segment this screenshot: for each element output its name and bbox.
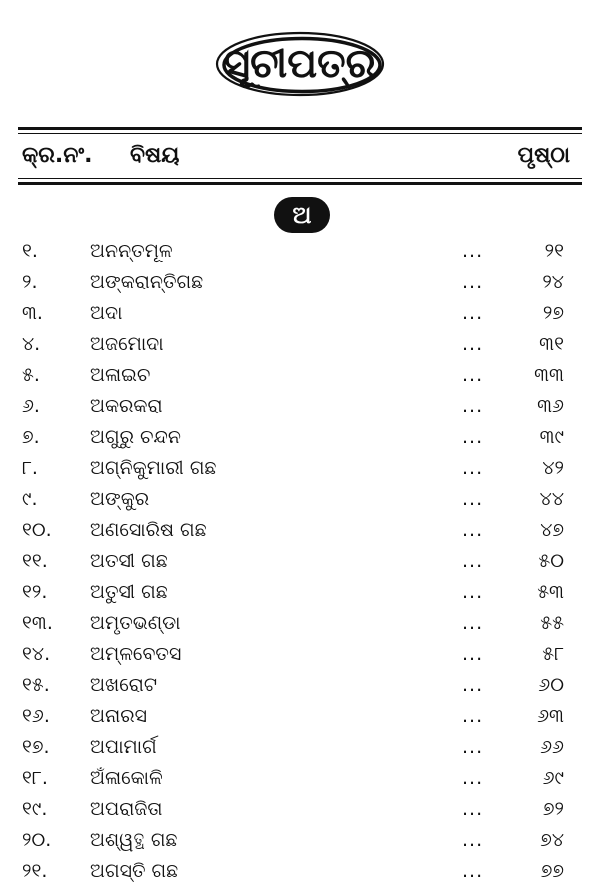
toc-entry [0,608,600,639]
entry-number: ୧୪. [22,643,51,665]
toc-entry [0,329,600,360]
entry-number: ୧୫. [22,674,50,696]
entry-page-number: ୫୫ [540,612,564,634]
entry-subject: ଅନାରସ [90,705,148,727]
toc-header [0,136,600,176]
toc-entry [0,794,600,825]
entry-page-number: ୩୬ [537,395,564,417]
entry-page-number: ୫୮ [542,643,564,665]
entry-leader-dots: ... [462,705,484,727]
entry-subject: ଅଗୁରୁ ଚନ୍ଦନ [90,426,181,448]
entry-number: ୧୦. [22,519,52,541]
entry-subject: ଅମ୍ଳବେତସ [90,643,182,665]
page-title: ସୂଚୀପତ୍ର [224,41,376,87]
toc-entry [0,856,600,887]
entry-subject: ଅପରାଜିତା [90,798,163,820]
entry-number: ୭. [22,426,40,448]
entry-number: ୮. [22,457,38,479]
entry-subject: ଅଁଳାକୋଳି [90,767,163,789]
entry-subject: ଅଜମୋଦା [90,333,164,355]
header-bottom-rule-thick [18,182,582,185]
entry-subject: ଅତୁସୀ ଗଛ [90,581,168,603]
toc-entry [0,732,600,763]
header-serial: କ୍ର.ନଂ. [22,143,93,168]
title-banner [0,28,600,100]
entry-page-number: ୬୩ [537,705,564,727]
entry-leader-dots: ... [462,240,484,262]
header-subject: ବିଷୟ [130,143,180,168]
entry-subject: ଅନନ୍ତମୂଳ [90,240,173,262]
toc-entry [0,670,600,701]
header-page: ପୃଷ୍ଠା [517,143,570,168]
entry-page-number: ୭୭ [540,860,564,882]
header-bottom-rule-thin [18,178,582,179]
entry-leader-dots: ... [462,333,484,355]
entry-page-number: ୨୧ [544,240,564,262]
header-top-rule-thin [18,133,582,134]
toc-entry [0,763,600,794]
entry-number: ୩. [22,302,43,324]
entry-leader-dots: ... [462,829,484,851]
entry-page-number: ୩୩ [534,364,564,386]
entry-page-number: ୩୧ [539,333,564,355]
entry-number: ୧୬. [22,705,50,727]
entry-page-number: ୫୩ [537,581,564,603]
entry-page-number: ୬୯ [542,767,564,789]
entry-page-number: ୩୯ [539,426,564,448]
entry-page-number: ୭୪ [540,829,564,851]
section-letter-badge: ଅ [274,197,330,233]
entry-page-number: ୨୭ [542,302,564,324]
toc-entry [0,298,600,329]
entry-leader-dots: ... [462,860,484,882]
entry-number: ୨୧. [22,860,48,882]
toc-entry [0,639,600,670]
entry-leader-dots: ... [462,612,484,634]
entry-number: ୧୩. [22,612,53,634]
entry-subject: ଅଙ୍କରାନ୍ତିଗଛ [90,271,204,293]
entry-number: ୨. [22,271,38,293]
toc-entry [0,546,600,577]
toc-entry [0,484,600,515]
entry-subject: ଅଦା [90,302,123,324]
entry-leader-dots: ... [462,271,484,293]
entry-page-number: ୫୦ [538,550,564,572]
entry-page-number: ୭୨ [542,798,564,820]
entry-leader-dots: ... [462,395,484,417]
entry-number: ୧୭. [22,736,50,758]
entry-leader-dots: ... [462,736,484,758]
entry-leader-dots: ... [462,643,484,665]
toc-entry [0,391,600,422]
toc-entry [0,422,600,453]
entry-subject: ଅପାମାର୍ଗ [90,736,157,758]
toc-entry [0,453,600,484]
entry-number: ୪. [22,333,41,355]
entry-number: ୧. [22,240,38,262]
toc-entry [0,360,600,391]
entry-subject: ଅକରକରା [90,395,163,417]
entry-leader-dots: ... [462,519,484,541]
entry-number: ୯. [22,488,38,510]
entry-number: ୧୯. [22,798,48,820]
entry-subject: ଅଳାଇଚ [90,364,151,386]
entry-page-number: ୬୦ [538,674,564,696]
toc-entry [0,267,600,298]
entry-number: ୧୨. [22,581,48,603]
entry-number: ୧୧. [22,550,48,572]
entry-page-number: ୪୭ [540,519,564,541]
toc-entry [0,577,600,608]
entry-leader-dots: ... [462,798,484,820]
entry-leader-dots: ... [462,488,484,510]
toc-entry [0,236,600,267]
entry-number: ୫. [22,364,40,386]
entry-leader-dots: ... [462,457,484,479]
entry-leader-dots: ... [462,364,484,386]
entry-number: ୨୦. [22,829,52,851]
toc-list [0,236,600,887]
entry-subject: ଅଶ୍ୱତ୍ଥ ଗଛ [90,829,178,851]
entry-leader-dots: ... [462,302,484,324]
toc-entry [0,825,600,856]
entry-page-number: ୬୬ [540,736,564,758]
entry-leader-dots: ... [462,674,484,696]
header-top-rule-thick [18,127,582,130]
entry-page-number: ୪୪ [539,488,564,510]
entry-leader-dots: ... [462,581,484,603]
entry-page-number: ୪୨ [542,457,564,479]
entry-number: ୬. [22,395,40,417]
entry-subject: ଅଗସ୍ତି ଗଛ [90,860,179,882]
entry-leader-dots: ... [462,767,484,789]
entry-subject: ଅଙ୍କୁର [90,488,150,510]
entry-subject: ଅମୃତଭଣ୍ଡା [90,612,181,634]
entry-subject: ଅଗ୍ନିକୁମାରୀ ଗଛ [90,457,217,479]
entry-subject: ଅତସୀ ଗଛ [90,550,168,572]
toc-entry [0,515,600,546]
entry-page-number: ୨୪ [542,271,564,293]
entry-number: ୧୮. [22,767,48,789]
entry-subject: ଅଖରୋଟ [90,674,157,696]
entry-subject: ଅଣସୋରିଷ ଗଛ [90,519,207,541]
entry-leader-dots: ... [462,550,484,572]
entry-leader-dots: ... [462,426,484,448]
toc-entry [0,701,600,732]
